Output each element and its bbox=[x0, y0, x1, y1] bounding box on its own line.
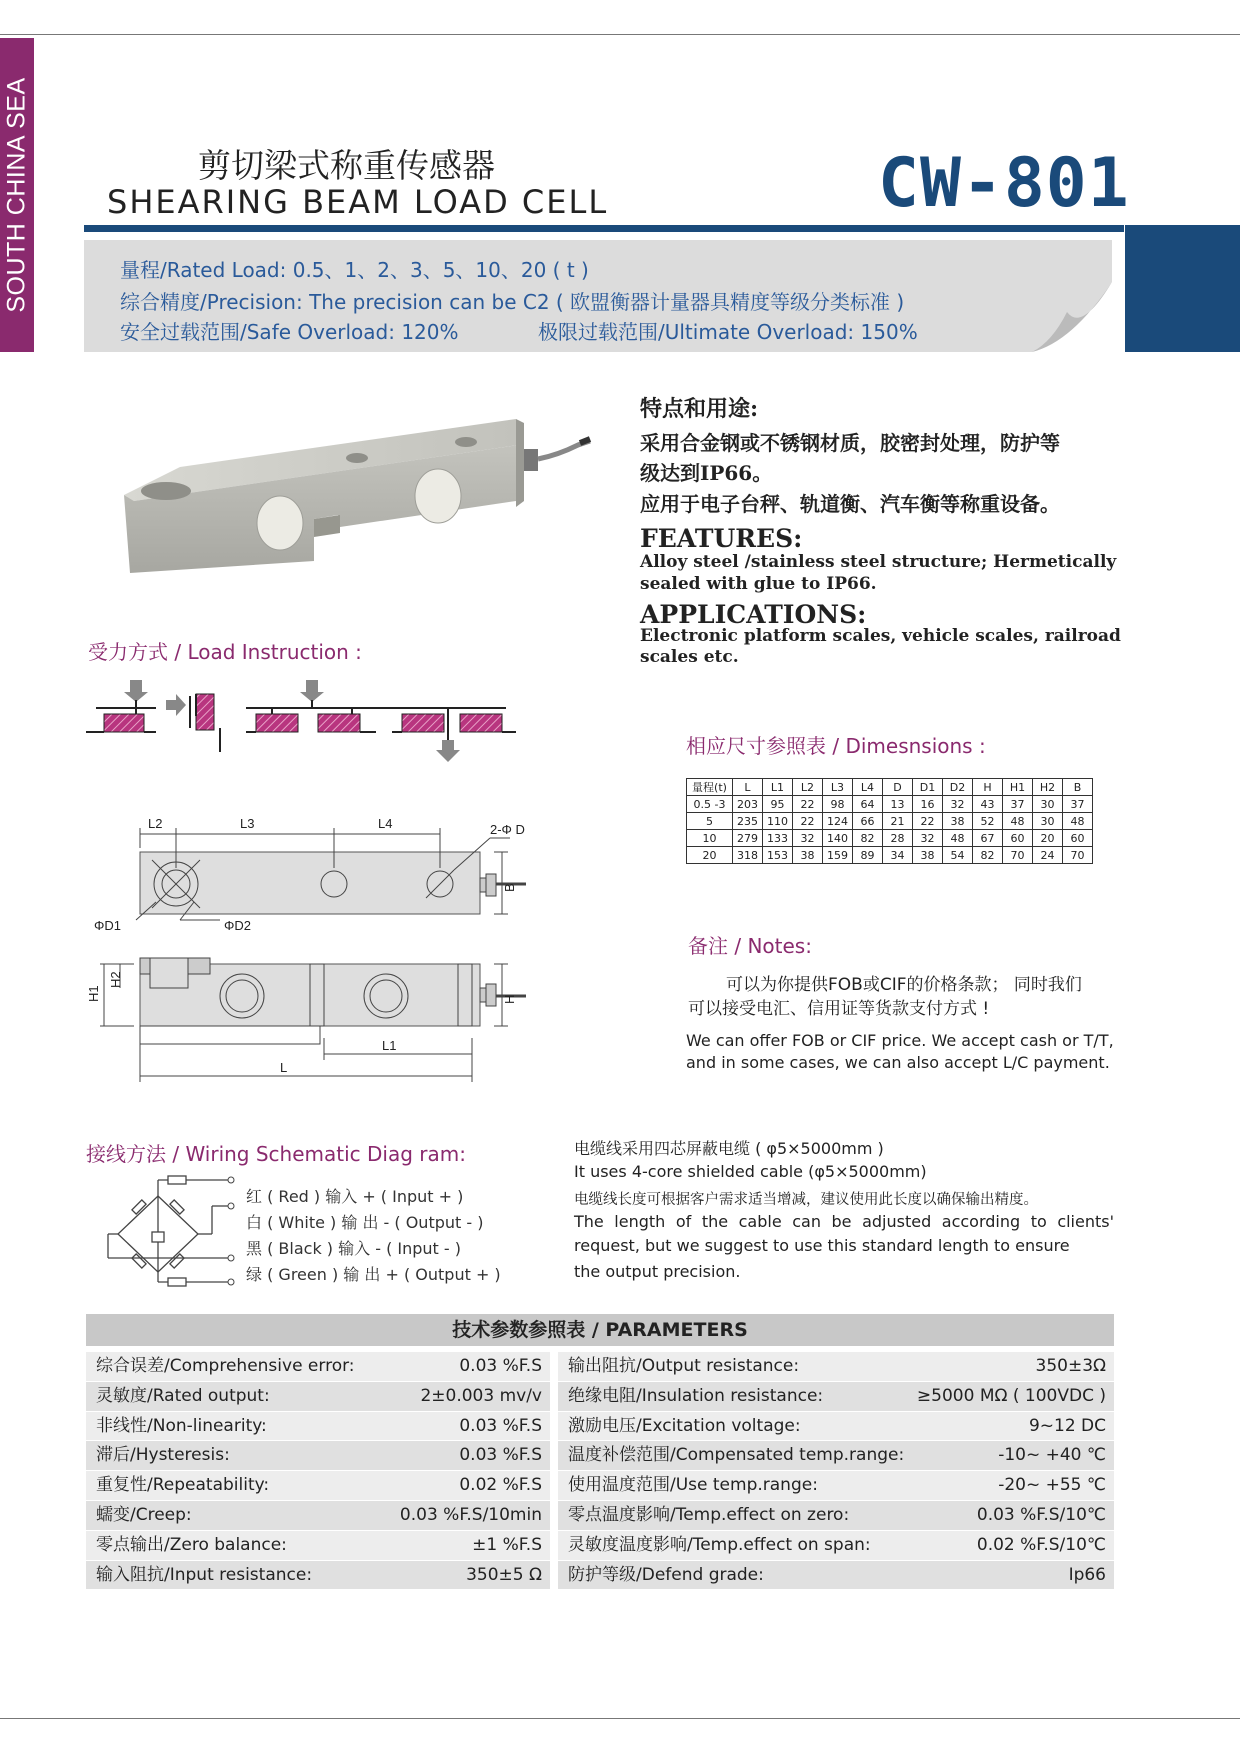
dim-header-cell: D1 bbox=[913, 779, 943, 796]
spec-panel bbox=[84, 240, 1112, 352]
dim-header-cell: 量程(t) bbox=[687, 779, 733, 796]
dim-cell: 89 bbox=[853, 847, 883, 864]
param-label: 灵敏度温度影响/Temp.effect on span: bbox=[568, 1534, 871, 1555]
dim-cell: 20 bbox=[687, 847, 733, 864]
param-value: 350±5 Ω bbox=[466, 1564, 542, 1585]
drawing-label-d2: ΦD2 bbox=[224, 918, 251, 933]
load-cell-photo bbox=[118, 415, 598, 575]
length-en-line1: The length of the cable can be adjusted according to clients' bbox=[574, 1212, 1114, 1231]
drawing-label-l1: L1 bbox=[382, 1038, 397, 1053]
dim-cell: 21 bbox=[883, 813, 913, 830]
dim-header-cell: L3 bbox=[823, 779, 853, 796]
wire-green: 绿 ( Green ) 输 出 + ( Output + ) bbox=[246, 1265, 501, 1284]
param-label: 使用温度范围/Use temp.range: bbox=[568, 1475, 818, 1496]
param-label: 输出阻抗/Output resistance: bbox=[568, 1356, 800, 1376]
dim-cell: 16 bbox=[913, 796, 943, 813]
notes-zh-line2: 可以接受电汇、信用证等货款支付方式 ! bbox=[688, 999, 990, 1019]
dim-cell: 43 bbox=[973, 796, 1003, 813]
dim-cell: 22 bbox=[913, 813, 943, 830]
dim-cell: 140 bbox=[823, 830, 853, 847]
drawing-label-d: 2-Φ D bbox=[490, 822, 525, 837]
param-value: 350±3Ω bbox=[1035, 1356, 1106, 1376]
table-row bbox=[558, 1471, 1114, 1501]
table-row bbox=[86, 1412, 550, 1442]
table-row bbox=[558, 1441, 1114, 1471]
dim-cell: 70 bbox=[1063, 847, 1093, 864]
param-label: 激励电压/Excitation voltage: bbox=[568, 1415, 801, 1436]
notes-en-line1: We can offer FOB or CIF price. We accept cash or T/T, bbox=[686, 1031, 1114, 1050]
dim-cell: 82 bbox=[973, 847, 1003, 864]
drawing-label-h: H bbox=[502, 994, 517, 1004]
table-row bbox=[86, 1382, 550, 1412]
dim-cell: 153 bbox=[763, 847, 793, 864]
dim-cell: 20 bbox=[1033, 830, 1063, 847]
dim-cell: 38 bbox=[793, 847, 823, 864]
table-row bbox=[558, 1531, 1114, 1561]
param-label: 零点输出/Zero balance: bbox=[96, 1534, 287, 1555]
features-zh-line1: 采用合金钢或不锈钢材质，胶密封处理，防护等 bbox=[640, 431, 1060, 455]
rated-load: 量程/Rated Load: 0.5、1、2、3、5、10、20 ( t ) bbox=[120, 258, 589, 282]
wire-white: 白 ( White ) 输 出 - ( Output - ) bbox=[246, 1213, 484, 1232]
load-instruction-diagram bbox=[86, 680, 526, 766]
features-zh-line3: 应用于电子台秤、轨道衡、汽车衡等称重设备。 bbox=[640, 492, 1060, 516]
dim-cell: 124 bbox=[823, 813, 853, 830]
table-row bbox=[687, 830, 1093, 847]
title-underline bbox=[84, 225, 1124, 232]
dimensions-table bbox=[686, 778, 1093, 864]
param-value: 2±0.003 mv/v bbox=[420, 1385, 542, 1406]
dim-cell: 32 bbox=[913, 830, 943, 847]
notes-zh-line1: 可以为你提供FOB或CIF的价格条款； 同时我们 bbox=[726, 975, 1082, 995]
cable-en: It uses 4-core shielded cable (φ5×5000mm) bbox=[574, 1162, 927, 1181]
drawing-label-l: L bbox=[280, 1060, 288, 1075]
param-label: 蠕变/Creep: bbox=[96, 1504, 192, 1525]
param-value: 0.03 %F.S bbox=[459, 1356, 542, 1376]
features-line1: Alloy steel /stainless steel structure; Hermetically bbox=[640, 552, 1117, 572]
param-value: 0.03 %F.S/10℃ bbox=[976, 1504, 1106, 1525]
notes-label-zh: 备注 bbox=[688, 934, 728, 958]
param-value: 0.03 %F.S bbox=[459, 1415, 542, 1436]
wire-black: 黑 ( Black ) 输入 - ( Input - ) bbox=[246, 1239, 462, 1258]
param-label: 滞后/Hysteresis: bbox=[96, 1445, 230, 1466]
dim-cell: 24 bbox=[1033, 847, 1063, 864]
param-label: 输入阻抗/Input resistance: bbox=[96, 1564, 313, 1585]
dimensions-label: 相应尺寸参照表 / Dimesnsions : bbox=[686, 734, 986, 758]
param-label: 温度补偿范围/Compensated temp.range: bbox=[568, 1445, 905, 1466]
dimension-drawing bbox=[86, 808, 570, 1088]
drawing-label-b: B bbox=[502, 883, 517, 892]
table-row bbox=[86, 1352, 550, 1382]
wire-red: 红 ( Red ) 输入 + ( Input + ) bbox=[246, 1187, 464, 1206]
dim-cell: 318 bbox=[733, 847, 763, 864]
parameters-header: 技术参数参照表 / PARAMETERS bbox=[86, 1314, 1114, 1346]
dim-cell: 110 bbox=[763, 813, 793, 830]
parameters-left-column bbox=[86, 1352, 550, 1590]
dim-cell: 22 bbox=[793, 813, 823, 830]
dim-cell: 28 bbox=[883, 830, 913, 847]
dim-cell: 98 bbox=[823, 796, 853, 813]
features-line2: sealed with glue to IP66. bbox=[640, 574, 877, 594]
dim-cell: 10 bbox=[687, 830, 733, 847]
param-label: 非线性/Non-linearity: bbox=[96, 1415, 267, 1436]
param-value: ≥5000 MΩ ( 100VDC ) bbox=[916, 1385, 1106, 1406]
title-zh: 剪切梁式称重传感器 bbox=[198, 146, 495, 185]
dim-header-cell: L bbox=[733, 779, 763, 796]
table-row bbox=[558, 1352, 1114, 1382]
length-zh: 电缆线长度可根据客户需求适当增减，建议使用此长度以确保输出精度。 bbox=[574, 1192, 1038, 1208]
param-label: 零点温度影响/Temp.effect on zero: bbox=[568, 1504, 850, 1525]
param-value: ±1 %F.S bbox=[472, 1534, 542, 1555]
drawing-label-l2: L2 bbox=[148, 816, 163, 831]
table-row bbox=[86, 1441, 550, 1471]
side-tab bbox=[0, 38, 34, 352]
dim-cell: 30 bbox=[1033, 796, 1063, 813]
dim-cell: 64 bbox=[853, 796, 883, 813]
param-value: -10~ +40 ℃ bbox=[998, 1445, 1106, 1466]
param-label: 灵敏度/Rated output: bbox=[96, 1385, 270, 1406]
dim-cell: 37 bbox=[1063, 796, 1093, 813]
drawing-label-l4: L4 bbox=[378, 816, 393, 831]
dim-cell: 70 bbox=[1003, 847, 1033, 864]
dim-cell: 5 bbox=[687, 813, 733, 830]
wiring-label: 接线方法 / Wiring Schematic Diag ram: bbox=[86, 1142, 466, 1166]
dim-header-cell: H1 bbox=[1003, 779, 1033, 796]
title-en: SHEARING BEAM LOAD CELL bbox=[107, 183, 609, 221]
dim-cell: 13 bbox=[883, 796, 913, 813]
param-value: -20~ +55 ℃ bbox=[998, 1475, 1106, 1496]
param-label: 绝缘电阻/Insulation resistance: bbox=[568, 1385, 824, 1406]
dim-cell: 52 bbox=[973, 813, 1003, 830]
dim-header-cell: L2 bbox=[793, 779, 823, 796]
dim-cell: 38 bbox=[943, 813, 973, 830]
dim-cell: 38 bbox=[913, 847, 943, 864]
features-heading: FEATURES: bbox=[640, 524, 803, 553]
bottom-border bbox=[0, 1718, 1240, 1719]
param-value: Ip66 bbox=[1068, 1564, 1106, 1585]
table-row bbox=[558, 1561, 1114, 1591]
dim-cell: 95 bbox=[763, 796, 793, 813]
table-row bbox=[687, 813, 1093, 830]
table-row bbox=[86, 1501, 550, 1531]
dim-header-cell: H bbox=[973, 779, 1003, 796]
dim-header-cell: H2 bbox=[1033, 779, 1063, 796]
param-value: 0.02 %F.S/10℃ bbox=[976, 1534, 1106, 1555]
corner-block bbox=[1125, 225, 1240, 352]
dim-cell: 32 bbox=[793, 830, 823, 847]
dim-header-cell: D bbox=[883, 779, 913, 796]
table-row bbox=[558, 1382, 1114, 1412]
page-curl-icon bbox=[1012, 282, 1112, 352]
table-row bbox=[86, 1471, 550, 1501]
notes-label-en: / Notes: bbox=[728, 934, 812, 958]
param-label: 综合误差/Comprehensive error: bbox=[96, 1356, 355, 1376]
features-zh-line2: 级达到IP66。 bbox=[640, 461, 773, 485]
dim-cell: 133 bbox=[763, 830, 793, 847]
side-tab-text: SOUTH CHINA SEA bbox=[2, 77, 31, 313]
length-en-line2: request, but we suggest to use this standard length to ensure bbox=[574, 1236, 1070, 1255]
dim-cell: 159 bbox=[823, 847, 853, 864]
param-value: 0.02 %F.S bbox=[459, 1475, 542, 1496]
table-row bbox=[86, 1561, 550, 1591]
dim-header-cell: L4 bbox=[853, 779, 883, 796]
wiring-bridge-diagram bbox=[108, 1176, 238, 1286]
top-border bbox=[0, 34, 1240, 35]
param-value: 0.03 %F.S bbox=[459, 1445, 542, 1466]
drawing-label-l3: L3 bbox=[240, 816, 255, 831]
dim-header-cell: L1 bbox=[763, 779, 793, 796]
dim-cell: 34 bbox=[883, 847, 913, 864]
dim-cell: 48 bbox=[1003, 813, 1033, 830]
dim-cell: 48 bbox=[943, 830, 973, 847]
cable-zh: 电缆线采用四芯屏蔽电缆 ( φ5×5000mm ) bbox=[574, 1139, 884, 1158]
table-row bbox=[687, 847, 1093, 864]
dim-cell: 60 bbox=[1003, 830, 1033, 847]
dim-cell: 37 bbox=[1003, 796, 1033, 813]
drawing-label-h1: H1 bbox=[86, 985, 101, 1002]
parameters-right-column bbox=[558, 1352, 1114, 1590]
drawing-label-d1: ΦD1 bbox=[94, 918, 121, 933]
drawing-label-h2: H2 bbox=[108, 971, 123, 988]
dim-cell: 279 bbox=[733, 830, 763, 847]
table-row bbox=[558, 1412, 1114, 1442]
applications-line2: scales etc. bbox=[640, 647, 739, 667]
dim-cell: 60 bbox=[1063, 830, 1093, 847]
dim-cell: 30 bbox=[1033, 813, 1063, 830]
dim-header-cell: D2 bbox=[943, 779, 973, 796]
param-value: 9~12 DC bbox=[1028, 1415, 1106, 1436]
ultimate-overload: 极限过载范围/Ultimate Overload: 150% bbox=[538, 320, 918, 344]
dim-header-cell: B bbox=[1063, 779, 1093, 796]
param-label: 防护等级/Defend grade: bbox=[568, 1564, 764, 1585]
dim-cell: 66 bbox=[853, 813, 883, 830]
dim-cell: 22 bbox=[793, 796, 823, 813]
precision: 综合精度/Precision: The precision can be C2 ( 欧盟衡器计量器具精度等级分类标准 ) bbox=[120, 290, 905, 314]
model-number: CW-801 bbox=[878, 144, 1130, 223]
dimensions-header-row bbox=[687, 779, 1093, 796]
param-label: 重复性/Repeatability: bbox=[96, 1475, 270, 1496]
dim-cell: 48 bbox=[1063, 813, 1093, 830]
applications-line1: Electronic platform scales, vehicle scales, railroad bbox=[640, 626, 1121, 646]
table-row bbox=[687, 796, 1093, 813]
dim-cell: 235 bbox=[733, 813, 763, 830]
length-en-line3: the output precision. bbox=[574, 1262, 741, 1281]
table-row bbox=[558, 1501, 1114, 1531]
dim-cell: 54 bbox=[943, 847, 973, 864]
dim-cell: 0.5 -3 bbox=[687, 796, 733, 813]
dim-cell: 203 bbox=[733, 796, 763, 813]
load-instruction-label: 受力方式 / Load Instruction : bbox=[88, 640, 362, 664]
table-row bbox=[86, 1531, 550, 1561]
notes-en-line2: and in some cases, we can also accept L/C payment. bbox=[686, 1053, 1110, 1072]
features-zh-heading: 特点和用途: bbox=[640, 396, 759, 422]
dim-cell: 82 bbox=[853, 830, 883, 847]
applications-heading: APPLICATIONS: bbox=[640, 600, 867, 629]
dim-cell: 67 bbox=[973, 830, 1003, 847]
notes-label bbox=[688, 930, 812, 959]
dim-cell: 32 bbox=[943, 796, 973, 813]
param-value: 0.03 %F.S/10min bbox=[399, 1504, 542, 1525]
safe-overload: 安全过载范围/Safe Overload: 120% bbox=[120, 320, 459, 344]
